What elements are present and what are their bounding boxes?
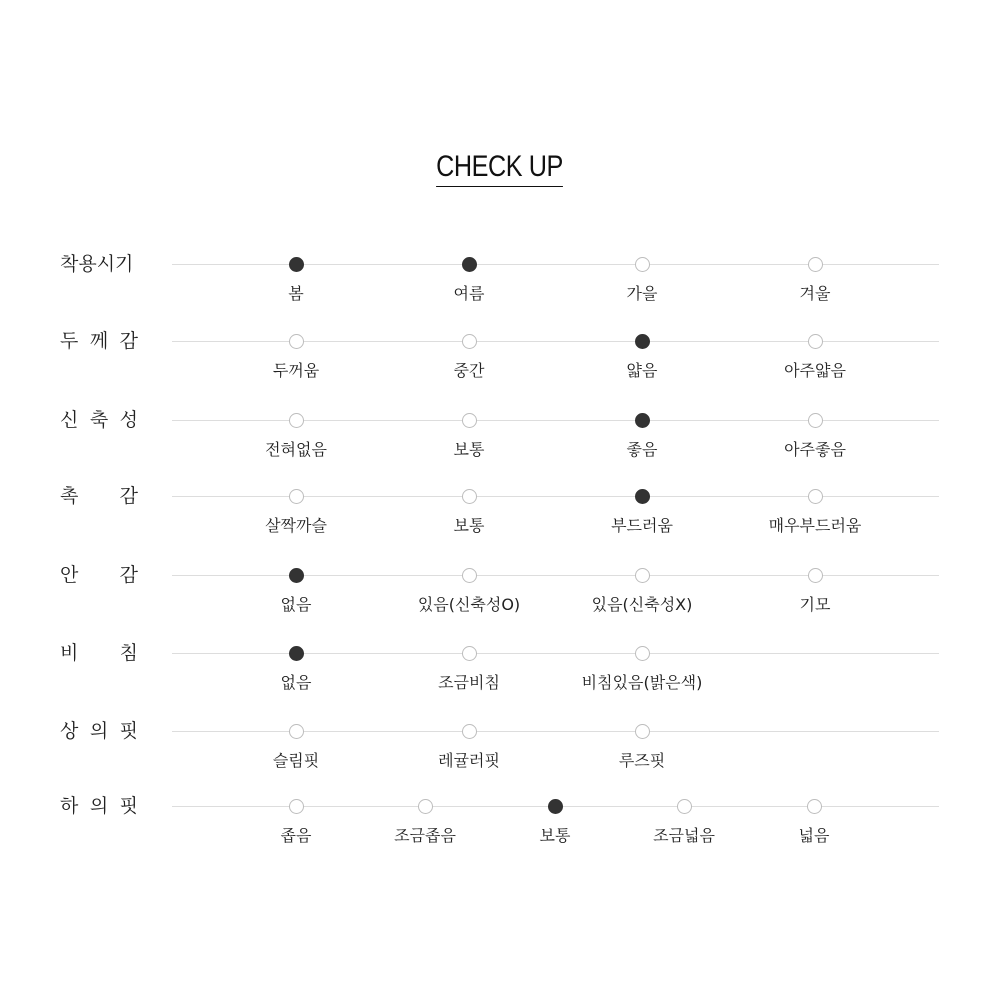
unselected-dot [808, 489, 823, 504]
row-label [60, 252, 138, 276]
option-label: 없음 [280, 673, 312, 692]
unselected-dot [462, 334, 477, 349]
option-label: 좋음 [626, 440, 658, 459]
checkup-title-text: CHECK UP [437, 149, 564, 187]
checkup-row [0, 409, 1000, 480]
checkup-title [0, 146, 1000, 187]
checkup-row [0, 485, 1000, 556]
option-label: 아주얇음 [784, 361, 846, 380]
unselected-dot [808, 568, 823, 583]
unselected-dot [289, 413, 304, 428]
option-label: 루즈핏 [618, 751, 666, 770]
option-label: 조금비침 [438, 673, 500, 692]
selected-dot [289, 646, 304, 661]
unselected-dot [289, 334, 304, 349]
row-label-text: 촉 [60, 485, 79, 507]
unselected-dot [635, 257, 650, 272]
row-track-line [172, 341, 939, 342]
unselected-dot [807, 799, 822, 814]
option-label: 중간 [453, 361, 485, 380]
selected-dot [635, 334, 650, 349]
unselected-dot [289, 724, 304, 739]
row-label-text: 침 [119, 642, 138, 664]
row-label-text: 성 [119, 409, 138, 431]
option-label: 조금좁음 [394, 826, 456, 845]
row-label-text: 신 [60, 409, 79, 431]
checkup-row [0, 253, 1000, 324]
option-label: 매우부드러움 [768, 516, 862, 535]
unselected-dot [462, 724, 477, 739]
unselected-dot [635, 724, 650, 739]
unselected-dot [808, 413, 823, 428]
row-label [60, 641, 138, 665]
row-track-line [172, 496, 939, 497]
selected-dot [635, 413, 650, 428]
option-label: 비침있음(밝은색) [581, 673, 703, 692]
option-label: 조금넓음 [653, 826, 715, 845]
option-label: 가을 [626, 284, 658, 303]
row-track-line [172, 731, 939, 732]
row-label-text: 하 [60, 795, 79, 817]
option-label: 슬림핏 [272, 751, 320, 770]
option-label: 아주좋음 [784, 440, 846, 459]
option-label: 두꺼움 [272, 361, 320, 380]
checkup-row [0, 720, 1000, 791]
row-track-line [172, 264, 939, 265]
row-label-text: 안 [60, 564, 79, 586]
option-label: 얇음 [626, 361, 658, 380]
row-label [60, 484, 138, 508]
option-label: 넓음 [798, 826, 830, 845]
row-label-text: 착용시기 [60, 253, 134, 275]
option-label: 살짝까슬 [265, 516, 327, 535]
row-track-line [172, 420, 939, 421]
checkup-row [0, 564, 1000, 635]
unselected-dot [808, 257, 823, 272]
row-label [60, 563, 138, 587]
row-label-text: 상 [60, 720, 79, 742]
row-label [60, 329, 138, 353]
row-label-text: 비 [60, 642, 79, 664]
checkup-row [0, 330, 1000, 401]
unselected-dot [635, 646, 650, 661]
row-label-text: 께 [89, 330, 109, 352]
option-label: 여름 [453, 284, 485, 303]
checkup-row [0, 795, 1000, 866]
option-label: 없음 [280, 595, 312, 614]
row-label-text: 의 [89, 795, 109, 817]
row-label-text: 두 [60, 330, 79, 352]
option-label: 있음(신축성O) [417, 595, 521, 614]
option-label: 봄 [288, 284, 304, 303]
option-label: 겨울 [799, 284, 831, 303]
option-label: 레귤러핏 [438, 751, 500, 770]
option-label: 있음(신축성X) [591, 595, 693, 614]
row-track-line [172, 575, 939, 576]
unselected-dot [677, 799, 692, 814]
unselected-dot [462, 489, 477, 504]
selected-dot [289, 568, 304, 583]
option-label: 기모 [799, 595, 831, 614]
row-label-text: 핏 [119, 720, 138, 742]
unselected-dot [462, 413, 477, 428]
selected-dot [289, 257, 304, 272]
unselected-dot [289, 489, 304, 504]
row-label [60, 719, 138, 743]
selected-dot [635, 489, 650, 504]
option-label: 보통 [539, 826, 571, 845]
selected-dot [548, 799, 563, 814]
option-label: 전혀없음 [265, 440, 327, 459]
unselected-dot [289, 799, 304, 814]
option-label: 좁음 [280, 826, 312, 845]
unselected-dot [462, 568, 477, 583]
checkup-row [0, 642, 1000, 713]
unselected-dot [635, 568, 650, 583]
option-label: 보통 [453, 516, 485, 535]
row-label-text: 감 [119, 564, 138, 586]
row-label [60, 794, 138, 818]
row-label-text: 의 [89, 720, 109, 742]
row-label-text: 감 [119, 485, 138, 507]
unselected-dot [462, 646, 477, 661]
option-label: 보통 [453, 440, 485, 459]
unselected-dot [418, 799, 433, 814]
row-label-text: 핏 [119, 795, 138, 817]
selected-dot [462, 257, 477, 272]
unselected-dot [808, 334, 823, 349]
row-label-text: 축 [89, 409, 109, 431]
row-label [60, 408, 138, 432]
option-label: 부드러움 [611, 516, 673, 535]
row-track-line [172, 653, 939, 654]
row-label-text: 감 [119, 330, 138, 352]
